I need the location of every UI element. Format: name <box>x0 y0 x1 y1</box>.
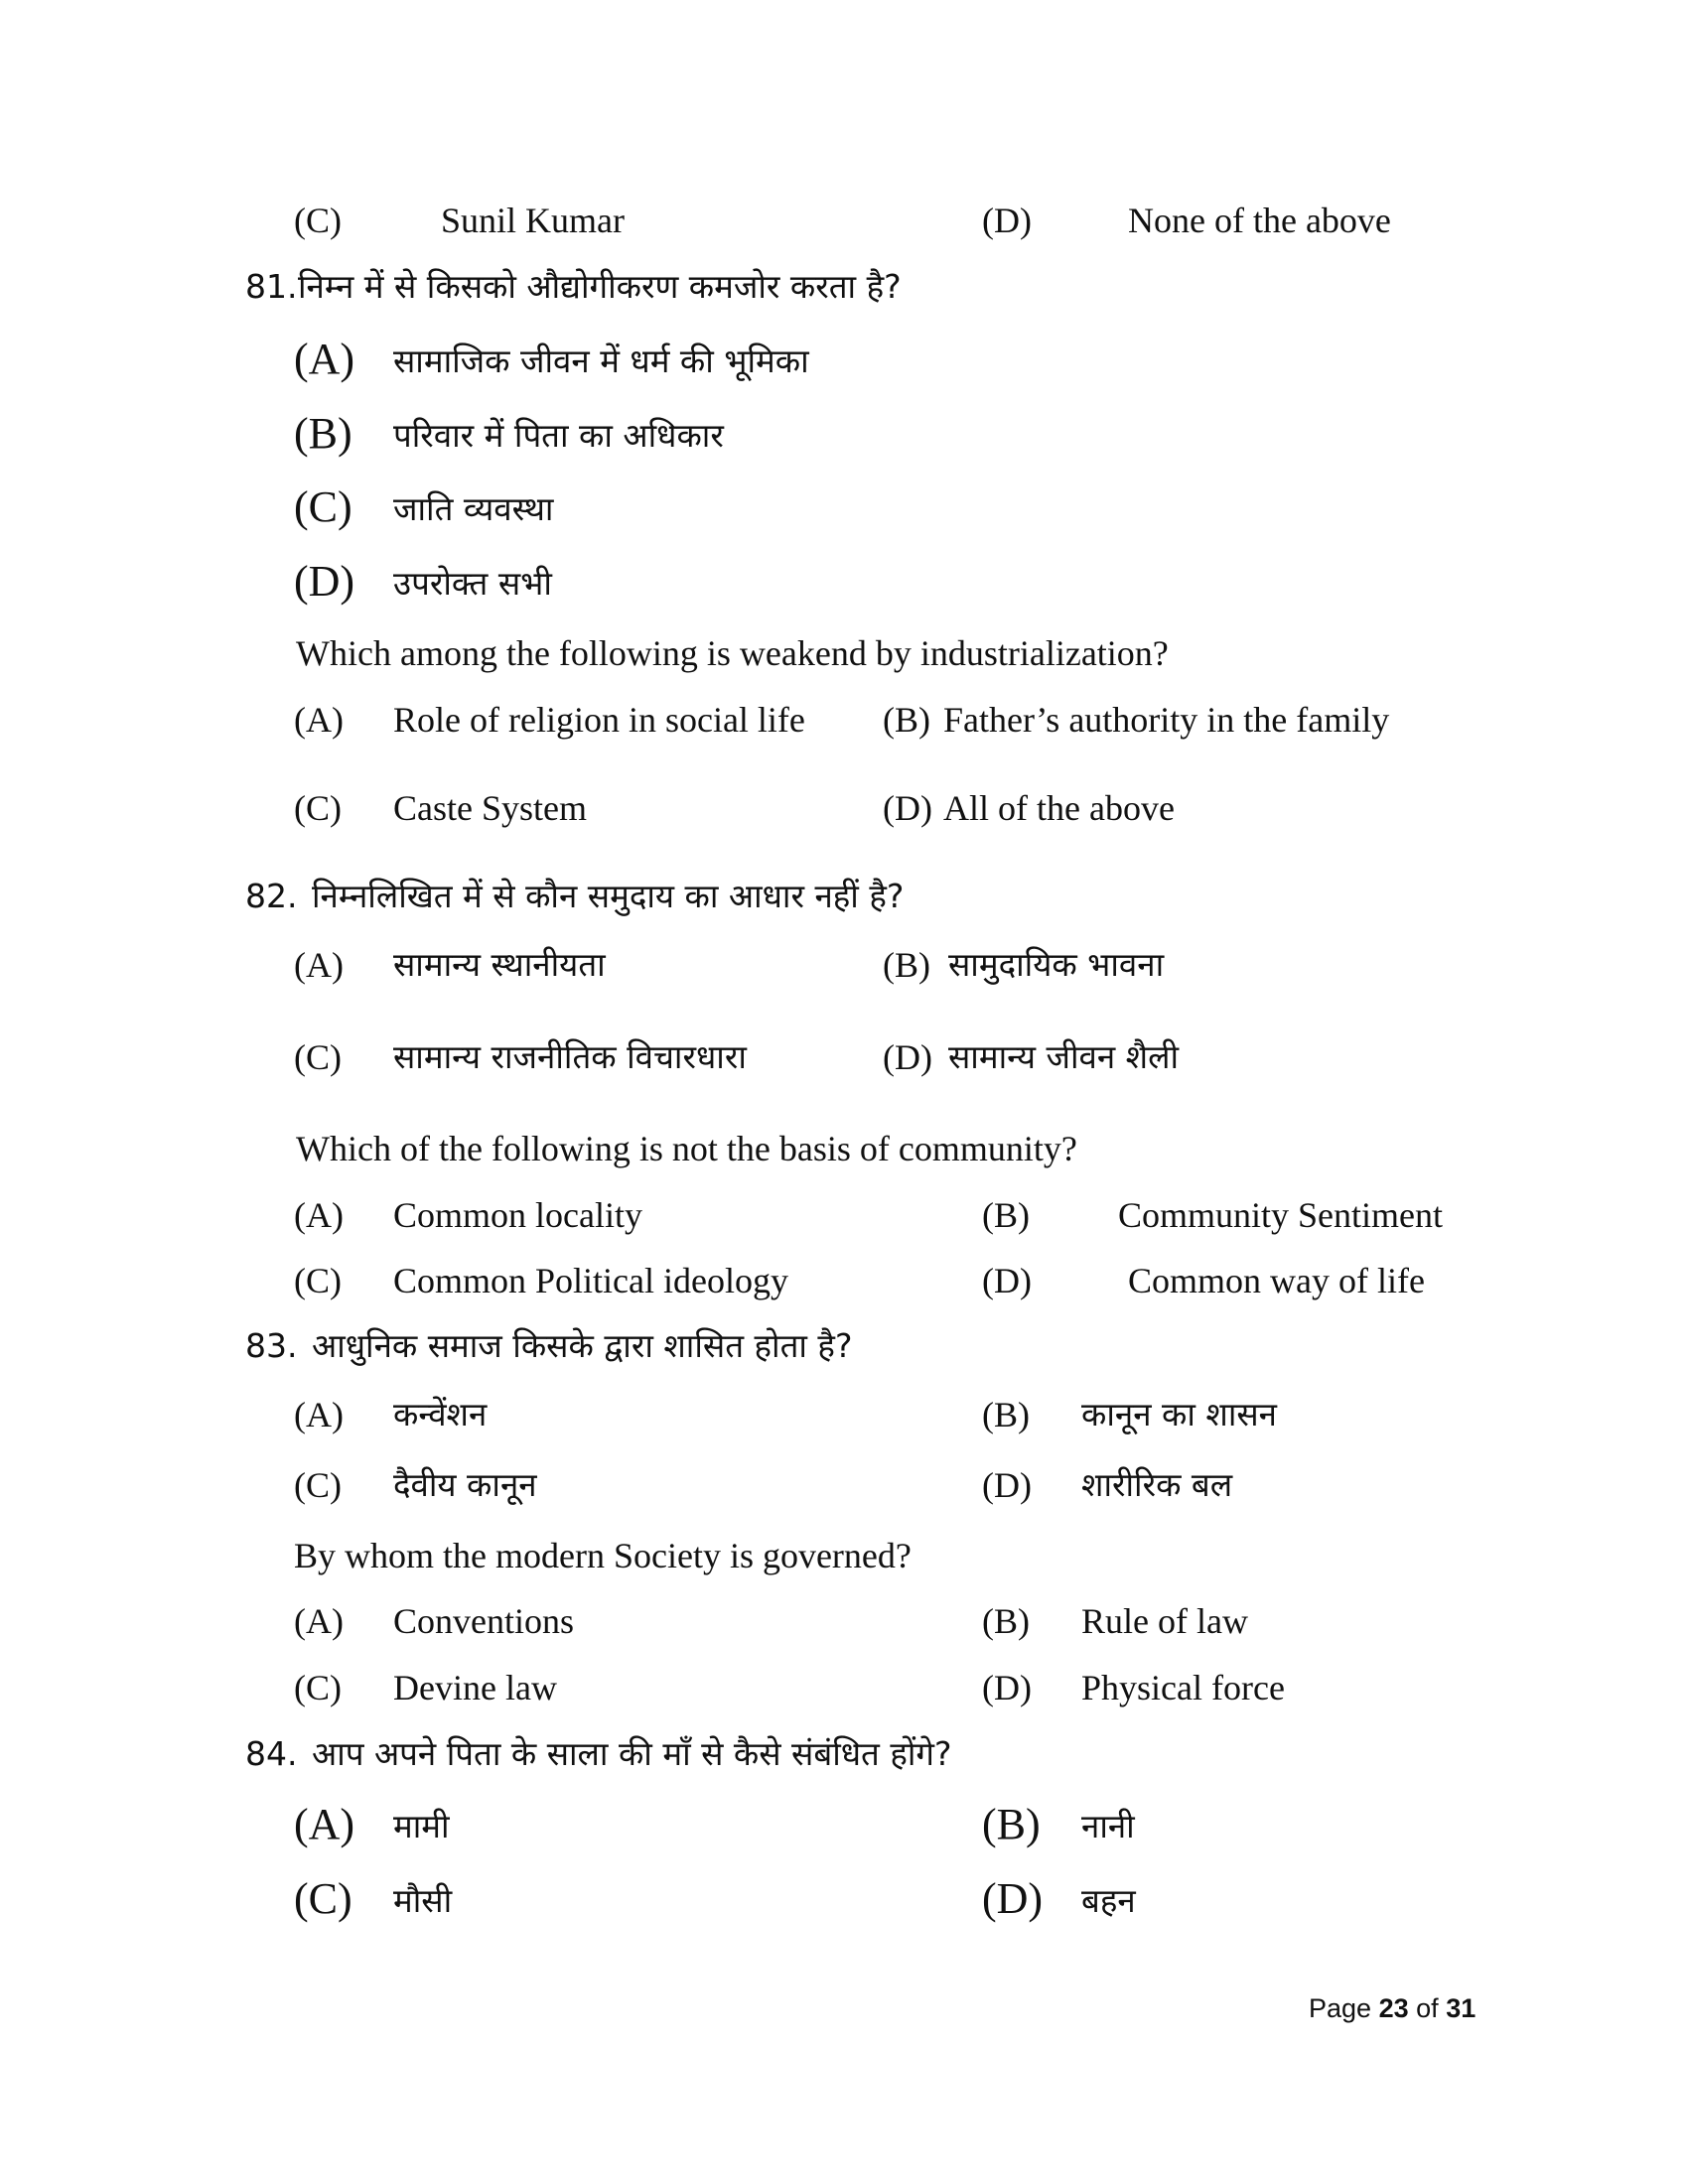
option-label-a: (A) <box>294 945 344 985</box>
option-text-c: Devine law <box>393 1668 557 1707</box>
option-text-d: None of the above <box>1128 201 1391 240</box>
option-label-c: (C) <box>294 1668 342 1707</box>
question-number: 81. <box>245 267 298 306</box>
option-label-a: (A) <box>294 335 355 383</box>
option-label-b: (B) <box>883 700 930 740</box>
option-label-c: (C) <box>294 1465 342 1505</box>
option-text-d: उपरोक्त सभी <box>393 564 552 603</box>
total-pages: 31 <box>1446 1993 1477 2023</box>
option-label-d: (D) <box>294 557 355 606</box>
question-hindi: आधुनिक समाज किसके द्वारा शासित होता है? <box>312 1326 853 1365</box>
question-number: 84. <box>245 1734 298 1773</box>
option-label-d: (D) <box>982 201 1032 240</box>
option-label-b: (B) <box>982 1601 1030 1641</box>
option-text-a: Role of religion in social life <box>393 700 805 740</box>
question-number: 82. <box>245 877 298 915</box>
option-label-a: (A) <box>294 1395 344 1434</box>
option-label-a: (A) <box>294 1195 344 1235</box>
option-text-b: Community Sentiment <box>1118 1195 1444 1235</box>
option-text-b: सामुदायिक भावना <box>948 945 1165 984</box>
option-text-a: Conventions <box>393 1601 575 1641</box>
option-label-b: (B) <box>294 409 352 458</box>
option-label-b: (B) <box>982 1800 1041 1848</box>
option-label-c: (C) <box>294 1874 352 1923</box>
question-english: Which of the following is not the basis of community? <box>296 1129 1077 1168</box>
option-label-c: (C) <box>294 1261 342 1300</box>
option-text-d: बहन <box>1081 1881 1136 1920</box>
of-word: of <box>1416 1993 1439 2023</box>
question-hindi: निम्न में से किसको औद्योगीकरण कमजोर करता है? <box>298 267 902 306</box>
option-text-d: Common way of life <box>1128 1261 1425 1300</box>
option-label-b: (B) <box>883 945 930 985</box>
option-label-d: (D) <box>982 1465 1032 1505</box>
option-text-c: सामान्य राजनीतिक विचारधारा <box>393 1037 747 1076</box>
option-label-d: (D) <box>883 788 932 828</box>
option-text-b: परिवार में पिता का अधिकार <box>393 416 724 455</box>
question-hindi: निम्नलिखित में से कौन समुदाय का आधार नहीं है? <box>312 877 905 915</box>
option-label-d: (D) <box>982 1668 1032 1707</box>
option-text-c: मौसी <box>393 1881 453 1920</box>
option-label-d: (D) <box>982 1874 1044 1923</box>
page-word: Page <box>1309 1993 1372 2023</box>
option-label-c: (C) <box>294 201 342 240</box>
option-label-c: (C) <box>294 482 352 531</box>
option-text-c: जाति व्यवस्था <box>393 489 554 528</box>
option-label-c: (C) <box>294 788 342 828</box>
question-english: By whom the modern Society is governed? <box>294 1536 912 1575</box>
option-label-b: (B) <box>982 1195 1030 1235</box>
option-text-a: सामान्य स्थानीयता <box>393 945 606 984</box>
question-hindi: आप अपने पिता के साला की माँ से कैसे संबंधित होंगे? <box>312 1734 952 1773</box>
option-text-a: कन्वेंशन <box>393 1395 488 1433</box>
page-number <box>1309 1993 1476 2024</box>
option-label-d: (D) <box>883 1037 932 1077</box>
option-text-b: कानून का शासन <box>1081 1395 1278 1433</box>
option-text-d: All of the above <box>943 788 1175 828</box>
option-text-c: दैवीय कानून <box>393 1465 537 1504</box>
option-text-d: शारीरिक बल <box>1081 1465 1233 1504</box>
question-number: 83. <box>245 1326 298 1365</box>
option-label-b: (B) <box>982 1395 1030 1434</box>
current-page: 23 <box>1378 1993 1409 2023</box>
option-text-a: मामी <box>393 1807 450 1845</box>
option-label-a: (A) <box>294 700 344 740</box>
option-text-b: Father’s authority in the family <box>943 700 1390 740</box>
option-text-b: Rule of law <box>1081 1601 1248 1641</box>
question-english: Which among the following is weakend by industrialization? <box>296 633 1169 673</box>
option-text-d: सामान्य जीवन शैली <box>948 1037 1180 1076</box>
option-label-a: (A) <box>294 1601 344 1641</box>
option-text-b: नानी <box>1081 1807 1135 1845</box>
option-text-a: Common locality <box>393 1195 642 1235</box>
option-text-a: सामाजिक जीवन में धर्म की भूमिका <box>393 341 809 380</box>
option-text-c: Common Political ideology <box>393 1261 788 1300</box>
option-label-a: (A) <box>294 1800 355 1848</box>
option-label-d: (D) <box>982 1261 1032 1300</box>
option-text-c: Caste System <box>393 788 587 828</box>
option-text-c: Sunil Kumar <box>441 201 625 240</box>
option-text-d: Physical force <box>1081 1668 1285 1707</box>
option-label-c: (C) <box>294 1037 342 1077</box>
